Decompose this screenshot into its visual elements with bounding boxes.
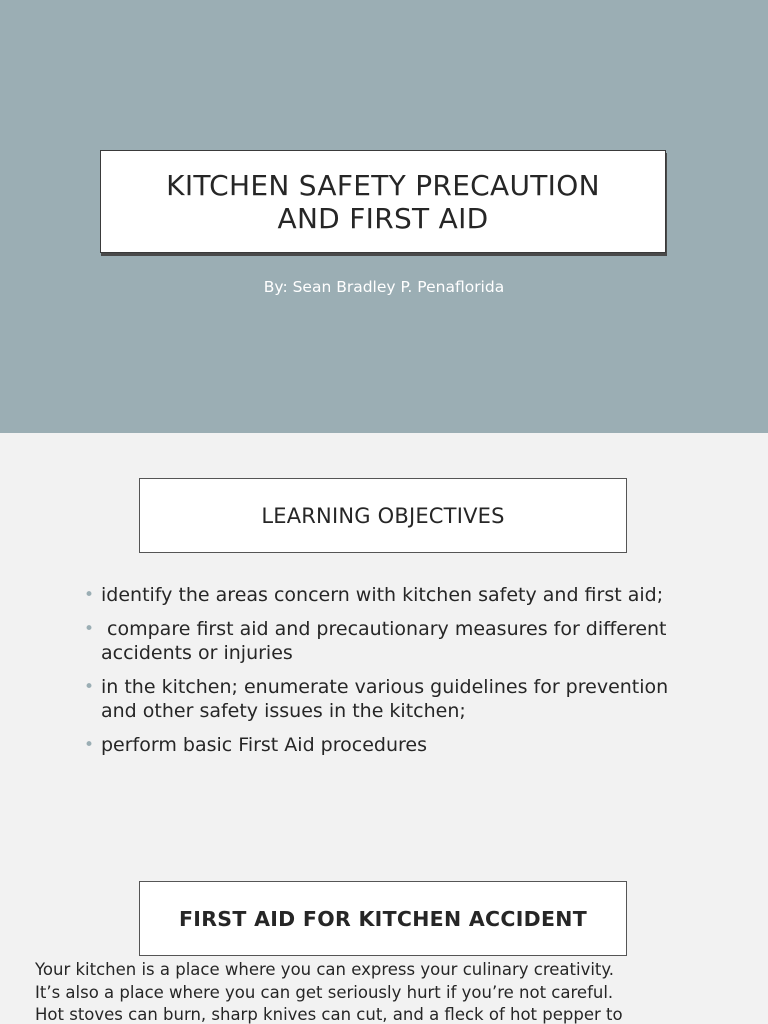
list-item [84, 675, 684, 724]
bullet-icon: • [84, 618, 95, 639]
paragraph-line: Your kitchen is a place where you can express your culinary creativity. [35, 960, 615, 979]
paragraph-line: Hot stoves can burn, sharp knives can cut, and a fleck of hot pepper to [35, 1005, 623, 1024]
bullet-icon: • [84, 585, 95, 605]
objective-text: perform basic First Aid procedures [101, 733, 427, 756]
bullet-icon: • [84, 734, 95, 755]
list-item [84, 733, 684, 758]
objectives-heading-box [139, 478, 627, 553]
objectives-heading: LEARNING OBJECTIVES [261, 503, 505, 528]
author-byline: By: Sean Bradley P. Penaflorida [263, 278, 505, 296]
objectives-slide [0, 433, 768, 870]
first-aid-paragraph [35, 959, 735, 1024]
paragraph-line: It’s also a place where you can get seriously hurt if you’re not careful. [35, 982, 614, 1002]
first-aid-heading-box [139, 881, 627, 956]
objective-text: in the kitchen; enumerate various guidelines for prevention and other safety issues in the kitchen; [101, 675, 669, 722]
title-line-2: AND FIRST AID [277, 201, 489, 235]
first-aid-slide [0, 870, 768, 1024]
list-item [84, 617, 684, 666]
objectives-list [84, 583, 684, 766]
bullet-icon: • [84, 676, 95, 697]
slide-title [166, 169, 600, 235]
title-slide [0, 0, 768, 433]
objective-text: compare first aid and precautionary measures for different accidents or injuries [101, 617, 673, 664]
objective-text: identify the areas concern with kitchen safety and first aid; [101, 584, 664, 606]
title-line-1: KITCHEN SAFETY PRECAUTION [166, 168, 600, 202]
title-box [100, 150, 666, 253]
list-item [84, 583, 684, 608]
first-aid-heading: FIRST AID FOR KITCHEN ACCIDENT [178, 906, 588, 931]
